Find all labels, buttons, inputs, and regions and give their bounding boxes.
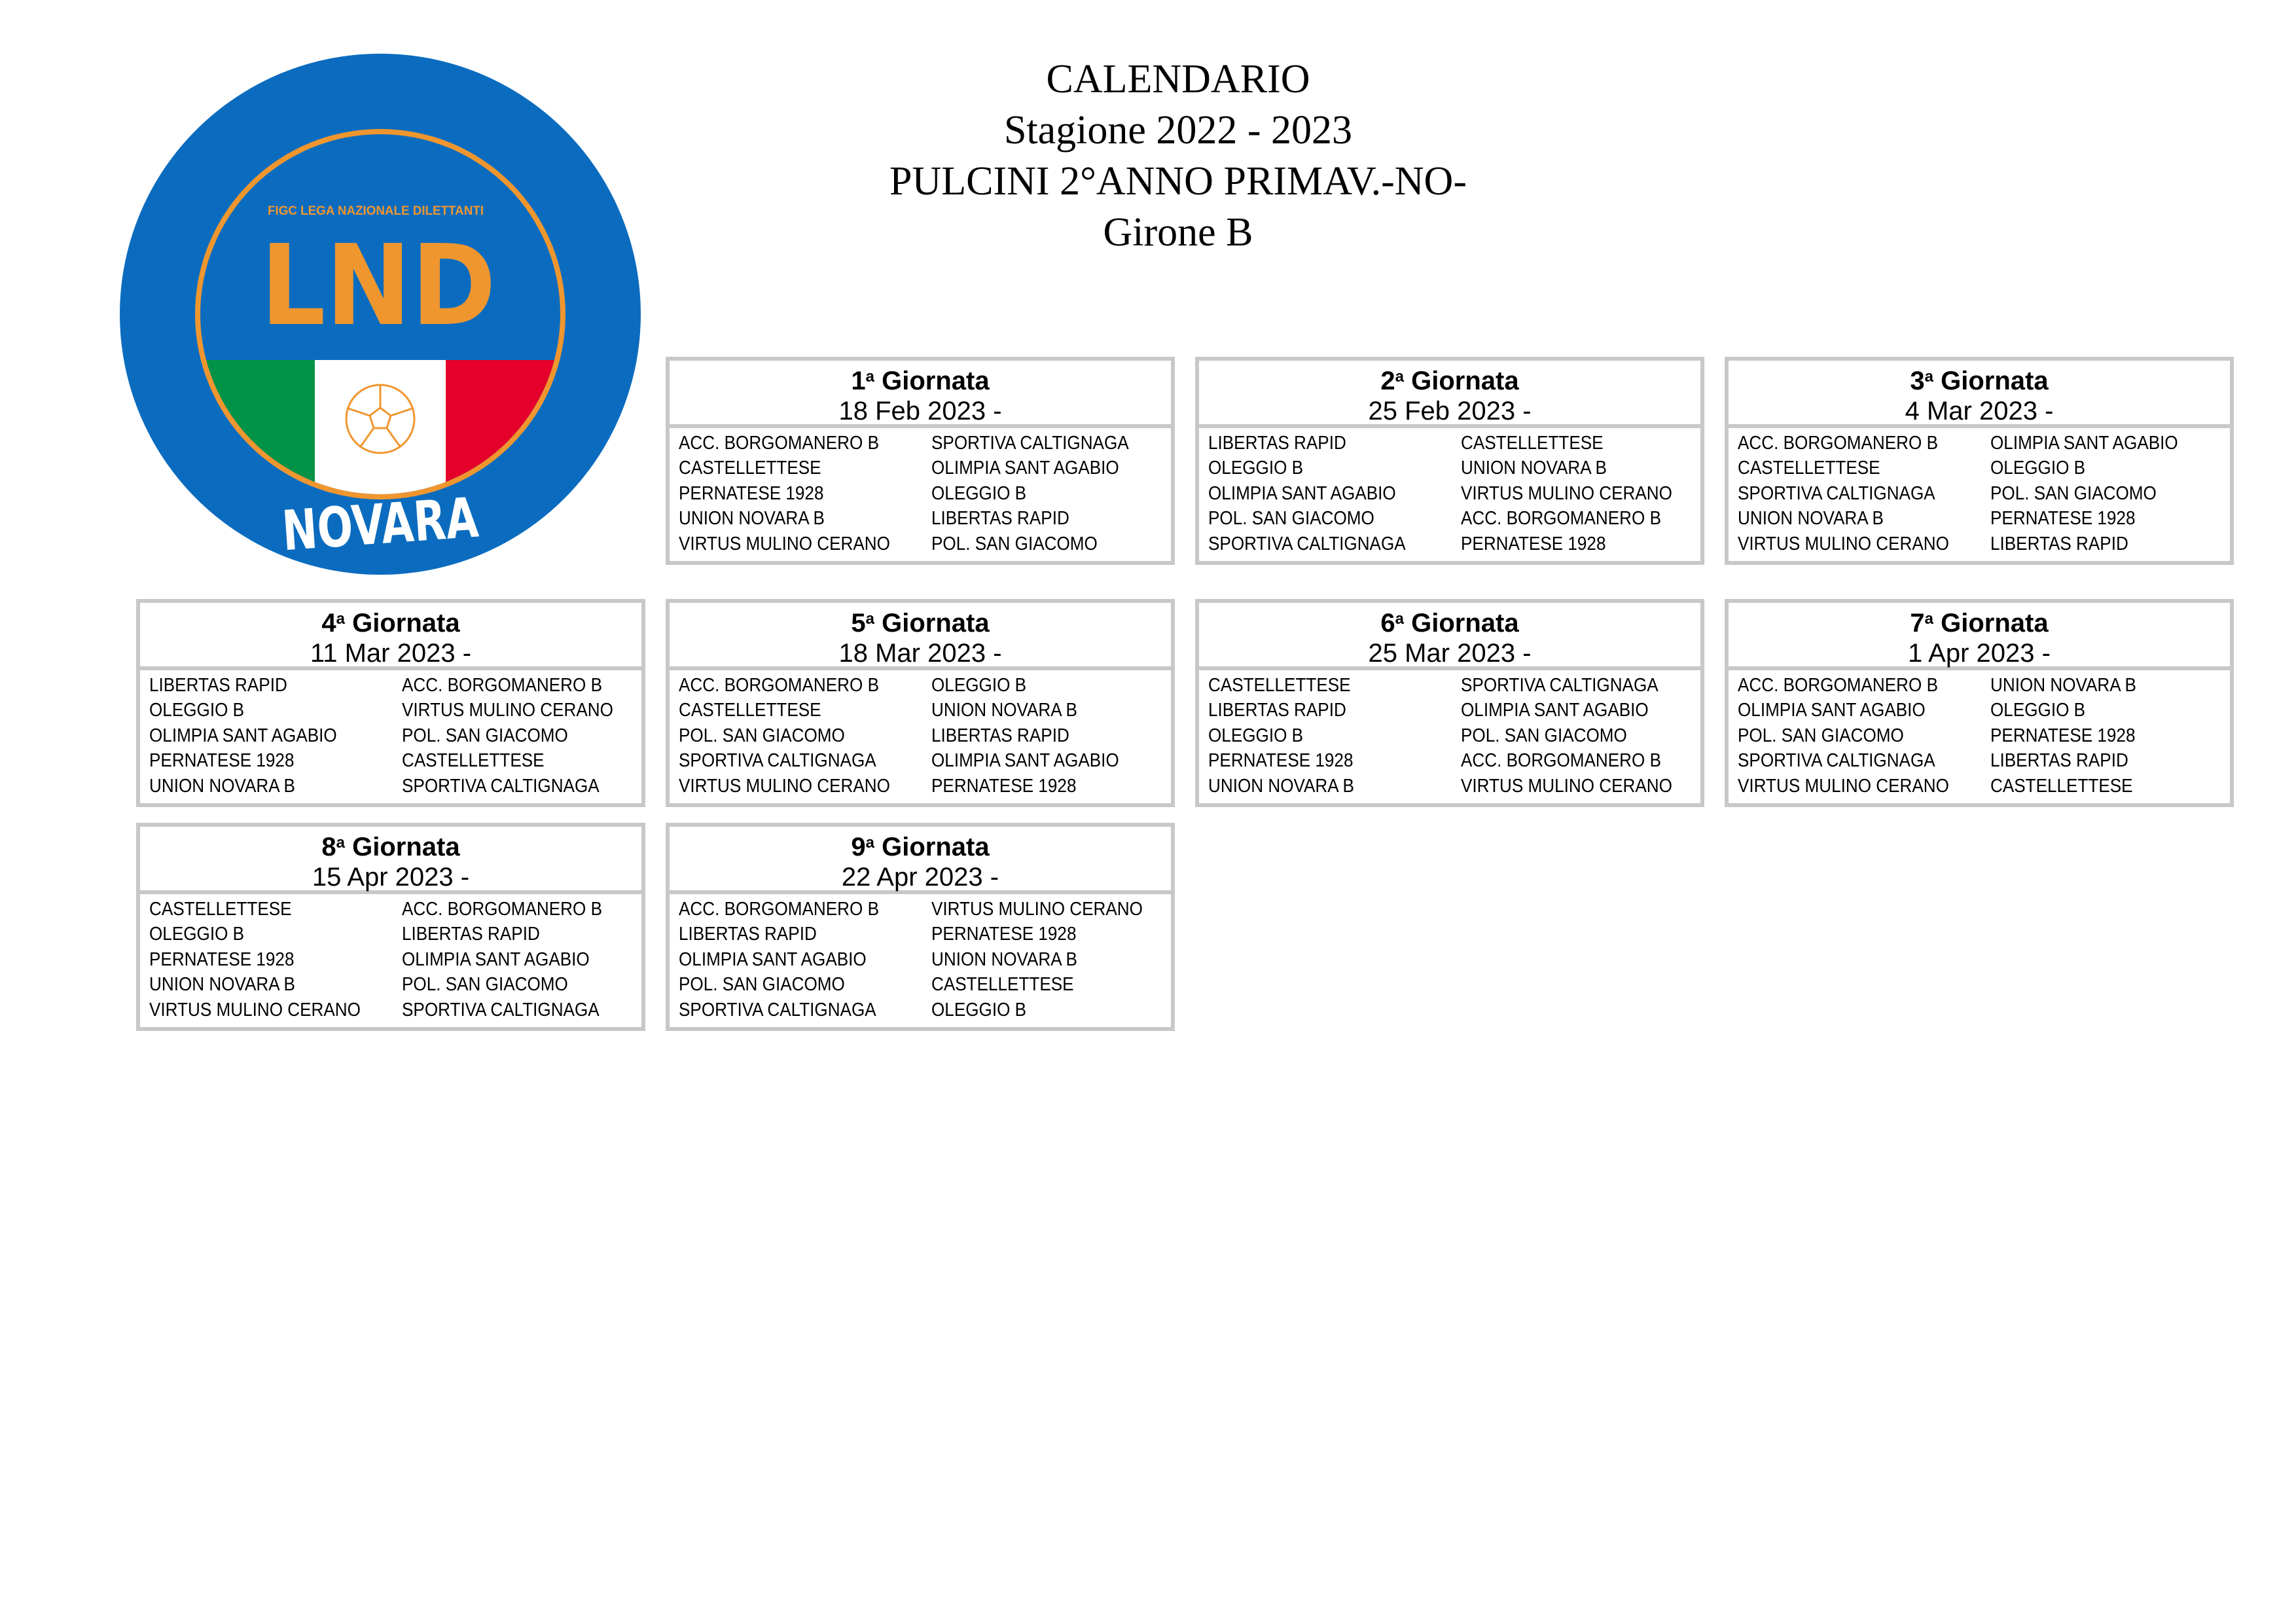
match-list xyxy=(140,670,641,799)
round-title xyxy=(140,608,641,638)
match-row xyxy=(1208,698,1700,724)
home-team: ACC. BORGOMANERO B xyxy=(1738,432,1938,454)
round-ordinal: a xyxy=(336,610,345,628)
away-team: OLEGGIO B xyxy=(931,674,1027,696)
round-header xyxy=(1199,361,1700,428)
match-row xyxy=(679,532,1171,557)
round-card xyxy=(666,599,1175,807)
away-team: OLEGGIO B xyxy=(931,999,1027,1020)
round-title xyxy=(140,832,641,862)
home-team: CASTELLETTESE xyxy=(679,700,821,721)
away-team: UNION NOVARA B xyxy=(931,700,1077,721)
match-row xyxy=(1738,456,2230,482)
round-word: Giornata xyxy=(352,833,460,861)
round-title xyxy=(1729,366,2230,396)
round-title xyxy=(1199,608,1700,638)
round-card xyxy=(666,823,1175,1031)
away-team: UNION NOVARA B xyxy=(931,948,1077,970)
round-ordinal: a xyxy=(1395,368,1404,386)
round-date: 18 Feb 2023 - xyxy=(838,397,1002,425)
away-team: VIRTUS MULINO CERANO xyxy=(1461,482,1672,504)
home-team: SPORTIVA CALTIGNAGA xyxy=(1738,750,1935,772)
match-row xyxy=(149,947,641,973)
round-word: Giornata xyxy=(1941,609,2049,638)
home-team: OLEGGIO B xyxy=(1208,458,1304,479)
match-row xyxy=(1738,532,2230,557)
round-header xyxy=(670,361,1171,428)
away-team: POL. SAN GIACOMO xyxy=(931,533,1098,554)
home-team: VIRTUS MULINO CERANO xyxy=(1738,533,1949,554)
match-list xyxy=(1729,670,2230,799)
away-team: PERNATESE 1928 xyxy=(931,775,1077,797)
home-team: VIRTUS MULINO CERANO xyxy=(149,999,361,1020)
round-header xyxy=(1729,603,2230,670)
round-ordinal: a xyxy=(1924,368,1933,386)
round-card xyxy=(1725,599,2234,807)
away-team: PERNATESE 1928 xyxy=(1990,725,2136,746)
match-row xyxy=(149,897,641,922)
away-team: OLIMPIA SANT AGABIO xyxy=(1461,700,1649,721)
home-team: SPORTIVA CALTIGNAGA xyxy=(1738,482,1935,504)
round-number: 6 xyxy=(1380,609,1395,638)
away-team: CASTELLETTESE xyxy=(931,974,1074,996)
away-team: PERNATESE 1928 xyxy=(1461,533,1606,554)
header-season: Stagione 2022 - 2023 xyxy=(1003,108,1353,153)
home-team: POL. SAN GIACOMO xyxy=(679,974,845,996)
round-word: Giornata xyxy=(882,833,990,861)
match-row xyxy=(1208,673,1700,698)
match-row xyxy=(679,723,1171,749)
away-team: OLIMPIA SANT AGABIO xyxy=(931,750,1119,772)
away-team: OLEGGIO B xyxy=(931,482,1027,504)
home-team: UNION NOVARA B xyxy=(149,974,295,996)
round-header xyxy=(1199,603,1700,670)
match-row xyxy=(1208,774,1700,799)
away-team: CASTELLETTESE xyxy=(1990,775,2133,797)
home-team: UNION NOVARA B xyxy=(679,508,825,530)
round-ordinal: a xyxy=(865,610,874,628)
home-team: CASTELLETTESE xyxy=(679,458,821,479)
round-word: Giornata xyxy=(882,367,990,395)
round-date: 15 Apr 2023 - xyxy=(312,863,470,892)
away-team: SPORTIVA CALTIGNAGA xyxy=(931,432,1129,454)
match-row xyxy=(1208,507,1700,532)
match-row xyxy=(149,673,641,698)
home-team: PERNATESE 1928 xyxy=(1208,750,1354,772)
away-team: LIBERTAS RAPID xyxy=(1990,750,2128,772)
home-team: LIBERTAS RAPID xyxy=(679,924,817,945)
match-row xyxy=(149,973,641,998)
match-row xyxy=(679,998,1171,1023)
away-team: OLIMPIA SANT AGABIO xyxy=(931,458,1119,479)
round-title xyxy=(670,832,1171,862)
away-team: UNION NOVARA B xyxy=(1990,674,2136,696)
round-ordinal: a xyxy=(865,834,874,852)
away-team: LIBERTAS RAPID xyxy=(931,725,1069,746)
round-date: 25 Mar 2023 - xyxy=(1368,639,1532,668)
match-row xyxy=(1738,698,2230,724)
lnd-novara-logo xyxy=(120,54,641,575)
round-title xyxy=(1729,608,2230,638)
round-header xyxy=(670,603,1171,670)
round-word: Giornata xyxy=(1411,609,1519,638)
home-team: OLEGGIO B xyxy=(149,924,245,945)
match-list xyxy=(1199,670,1700,799)
away-team: PERNATESE 1928 xyxy=(1990,508,2136,530)
away-team: ACC. BORGOMANERO B xyxy=(1461,750,1661,772)
away-team: CASTELLETTESE xyxy=(1461,432,1604,454)
away-team: UNION NOVARA B xyxy=(1461,458,1607,479)
match-list xyxy=(1199,428,1700,557)
home-team: OLEGGIO B xyxy=(1208,725,1304,746)
round-header xyxy=(140,827,641,894)
match-row xyxy=(679,481,1171,507)
round-date: 1 Apr 2023 - xyxy=(1908,639,2051,668)
away-team: POL. SAN GIACOMO xyxy=(1461,725,1627,746)
round-card xyxy=(136,823,645,1031)
match-row xyxy=(679,673,1171,698)
away-team: VIRTUS MULINO CERANO xyxy=(931,898,1143,920)
away-team: ACC. BORGOMANERO B xyxy=(1461,508,1661,530)
round-number: 8 xyxy=(321,833,336,861)
away-team: ACC. BORGOMANERO B xyxy=(402,898,602,920)
match-row xyxy=(1738,723,2230,749)
round-title xyxy=(670,366,1171,396)
match-row xyxy=(1738,481,2230,507)
home-team: CASTELLETTESE xyxy=(149,898,292,920)
match-row xyxy=(149,698,641,724)
home-team: ACC. BORGOMANERO B xyxy=(679,674,879,696)
away-team: POL. SAN GIACOMO xyxy=(1990,482,2157,504)
match-list xyxy=(670,670,1171,799)
match-row xyxy=(679,749,1171,774)
round-ordinal: a xyxy=(336,834,345,852)
round-ordinal: a xyxy=(1924,610,1933,628)
round-number: 3 xyxy=(1910,367,1925,395)
away-team: POL. SAN GIACOMO xyxy=(402,725,568,746)
match-row xyxy=(1738,774,2230,799)
round-card xyxy=(1725,357,2234,565)
away-team: SPORTIVA CALTIGNAGA xyxy=(402,775,600,797)
match-row xyxy=(679,507,1171,532)
match-list xyxy=(670,428,1171,557)
home-team: SPORTIVA CALTIGNAGA xyxy=(679,750,876,772)
home-team: ACC. BORGOMANERO B xyxy=(1738,674,1938,696)
home-team: PERNATESE 1928 xyxy=(149,750,295,772)
round-word: Giornata xyxy=(882,609,990,638)
away-team: CASTELLETTESE xyxy=(402,750,545,772)
match-row xyxy=(679,922,1171,948)
round-date: 25 Feb 2023 - xyxy=(1368,397,1532,425)
home-team: OLIMPIA SANT AGABIO xyxy=(679,948,867,970)
away-team: LIBERTAS RAPID xyxy=(931,508,1069,530)
round-title xyxy=(670,608,1171,638)
home-team: LIBERTAS RAPID xyxy=(149,674,287,696)
round-header xyxy=(1729,361,2230,428)
away-team: SPORTIVA CALTIGNAGA xyxy=(402,999,600,1020)
match-row xyxy=(149,749,641,774)
home-team: VIRTUS MULINO CERANO xyxy=(679,533,890,554)
calendar-header xyxy=(753,54,1604,258)
away-team: LIBERTAS RAPID xyxy=(1990,533,2128,554)
round-number: 4 xyxy=(321,609,336,638)
away-team: VIRTUS MULINO CERANO xyxy=(1461,775,1672,797)
match-row xyxy=(679,774,1171,799)
home-team: POL. SAN GIACOMO xyxy=(1738,725,1904,746)
round-date: 22 Apr 2023 - xyxy=(841,863,999,892)
away-team: OLEGGIO B xyxy=(1990,700,2086,721)
match-row xyxy=(679,431,1171,456)
home-team: ACC. BORGOMANERO B xyxy=(679,432,879,454)
match-row xyxy=(679,897,1171,922)
match-row xyxy=(1208,532,1700,557)
home-team: ACC. BORGOMANERO B xyxy=(679,898,879,920)
away-team: LIBERTAS RAPID xyxy=(402,924,540,945)
away-team: VIRTUS MULINO CERANO xyxy=(402,700,613,721)
home-team: CASTELLETTESE xyxy=(1208,674,1351,696)
round-card xyxy=(666,357,1175,565)
round-date: 4 Mar 2023 - xyxy=(1905,397,2054,425)
home-team: UNION NOVARA B xyxy=(1208,775,1354,797)
match-row xyxy=(1208,481,1700,507)
home-team: PERNATESE 1928 xyxy=(149,948,295,970)
home-team: SPORTIVA CALTIGNAGA xyxy=(679,999,876,1020)
match-list xyxy=(1729,428,2230,557)
round-card xyxy=(1195,599,1704,807)
round-number: 7 xyxy=(1910,609,1925,638)
round-number: 2 xyxy=(1380,367,1395,395)
header-category: PULCINI 2°ANNO PRIMAV.-NO- xyxy=(889,159,1467,204)
match-row xyxy=(149,774,641,799)
header-title: CALENDARIO xyxy=(1046,57,1310,101)
home-team: SPORTIVA CALTIGNAGA xyxy=(1208,533,1406,554)
home-team: UNION NOVARA B xyxy=(1738,508,1884,530)
home-team: OLIMPIA SANT AGABIO xyxy=(1208,482,1396,504)
round-title xyxy=(1199,366,1700,396)
home-team: POL. SAN GIACOMO xyxy=(679,725,845,746)
round-ordinal: a xyxy=(865,368,874,386)
match-row xyxy=(1738,749,2230,774)
home-team: POL. SAN GIACOMO xyxy=(1208,508,1374,530)
home-team: OLIMPIA SANT AGABIO xyxy=(149,725,337,746)
home-team: VIRTUS MULINO CERANO xyxy=(679,775,890,797)
match-row xyxy=(1738,673,2230,698)
round-ordinal: a xyxy=(1395,610,1404,628)
match-row xyxy=(679,947,1171,973)
match-row xyxy=(679,456,1171,482)
match-list xyxy=(670,894,1171,1023)
home-team: VIRTUS MULINO CERANO xyxy=(1738,775,1949,797)
home-team: OLEGGIO B xyxy=(149,700,245,721)
round-date: 18 Mar 2023 - xyxy=(838,639,1002,668)
round-number: 1 xyxy=(851,367,866,395)
match-row xyxy=(1208,431,1700,456)
round-number: 9 xyxy=(851,833,866,861)
round-number: 5 xyxy=(851,609,866,638)
header-group: Girone B xyxy=(1103,210,1253,255)
round-date: 11 Mar 2023 - xyxy=(310,639,472,668)
away-team: OLEGGIO B xyxy=(1990,458,2086,479)
match-row xyxy=(679,698,1171,724)
match-row xyxy=(1738,507,2230,532)
home-team: LIBERTAS RAPID xyxy=(1208,432,1346,454)
round-header xyxy=(140,603,641,670)
away-team: OLIMPIA SANT AGABIO xyxy=(402,948,590,970)
away-team: SPORTIVA CALTIGNAGA xyxy=(1461,674,1659,696)
away-team: PERNATESE 1928 xyxy=(931,924,1077,945)
match-row xyxy=(149,922,641,948)
home-team: OLIMPIA SANT AGABIO xyxy=(1738,700,1926,721)
logo-acronym: LND xyxy=(260,221,496,351)
match-row xyxy=(1208,749,1700,774)
round-card xyxy=(136,599,645,807)
match-list xyxy=(140,894,641,1023)
home-team: UNION NOVARA B xyxy=(149,775,295,797)
match-row xyxy=(679,973,1171,998)
away-team: OLIMPIA SANT AGABIO xyxy=(1990,432,2178,454)
match-row xyxy=(149,998,641,1023)
home-team: PERNATESE 1928 xyxy=(679,482,824,504)
round-word: Giornata xyxy=(1411,367,1519,395)
round-word: Giornata xyxy=(352,609,460,638)
away-team: POL. SAN GIACOMO xyxy=(402,974,568,996)
round-header xyxy=(670,827,1171,894)
round-card xyxy=(1195,357,1704,565)
match-row xyxy=(1208,723,1700,749)
logo-city: NOVARA xyxy=(279,481,542,564)
round-word: Giornata xyxy=(1941,367,2049,395)
match-row xyxy=(149,723,641,749)
home-team: CASTELLETTESE xyxy=(1738,458,1880,479)
logo-org-text: FIGC LEGA NAZIONALE DILETTANTI xyxy=(268,204,484,218)
match-row xyxy=(1738,431,2230,456)
match-row xyxy=(1208,456,1700,482)
home-team: LIBERTAS RAPID xyxy=(1208,700,1346,721)
away-team: ACC. BORGOMANERO B xyxy=(402,674,602,696)
